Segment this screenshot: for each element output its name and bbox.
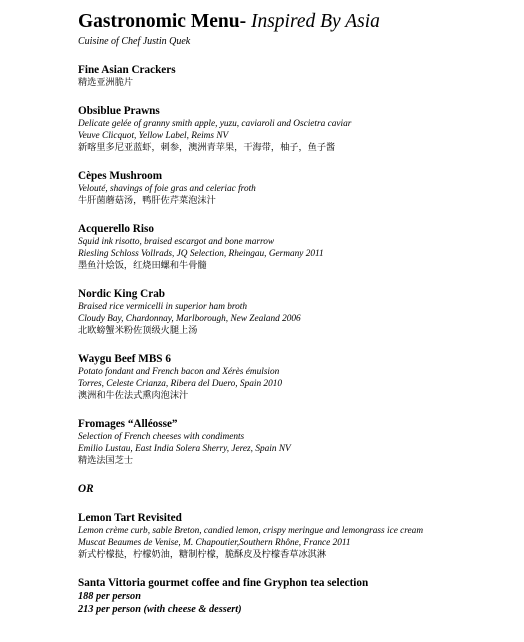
coffee-item: [78, 576, 518, 616]
chef-credit: Cuisine of Chef Justin Quek: [78, 36, 191, 47]
course-item: [78, 417, 518, 467]
course-name: Fine Asian Crackers: [78, 64, 176, 76]
coffee-name: Santa Vittoria gourmet coffee and fine Gryphon tea selection: [78, 577, 369, 589]
dessert-description: Lemon crème curb, sable Breton, candied lemon, crispy meringue and lemongrass ice cream: [78, 526, 424, 536]
wine-pairing: Cloudy Bay, Chardonnay, Marlborough, New Zealand 2006: [78, 314, 301, 324]
course-name: Nordic King Crab: [78, 288, 166, 300]
wine-pairing: Riesling Schloss Vollrads, JQ Selection, Rheingau, Germany 2011: [78, 249, 324, 259]
course-name: Waygu Beef MBS 6: [78, 353, 171, 365]
course-description: Selection of French cheeses with condiments: [78, 432, 245, 442]
wine-pairing: Veuve Clicquot, Yellow Label, Reims NV: [78, 131, 229, 141]
course-name: Cèpes Mushroom: [78, 170, 163, 182]
course-description: Braised rice vermicelli in superior ham broth: [78, 302, 248, 312]
wine-pairing: Emilio Lustau, East India Solera Sherry, Jerez, Spain NV: [78, 444, 291, 454]
course-description: Velouté, shavings of foie gras and celeriac froth: [78, 184, 256, 194]
course-chinese: 澳洲和牛佐法式熏肉泡沫汁: [78, 390, 189, 401]
course-chinese: 精选亚洲脆片: [78, 77, 134, 88]
course-item: [78, 287, 518, 337]
wine-pairing: Muscat Beaumes de Venise, M. Chapoutier,Southern Rhône, France 2011: [78, 538, 351, 548]
course-description: Potato fondant and French bacon and Xérès émulsion: [78, 367, 280, 377]
dessert-item: [78, 511, 518, 561]
course-item: [78, 169, 518, 207]
dessert-chinese: 新式柠檬挞，柠檬奶油，糖制柠檬，脆酥皮及柠檬香草冰淇淋: [78, 549, 327, 560]
course-name: Obsiblue Prawns: [78, 105, 160, 117]
course-item: [78, 63, 518, 89]
menu-title-sub: Inspired By Asia: [250, 11, 380, 32]
course-chinese: 北欧螃蟹米粉佐顶级火腿上汤: [78, 325, 198, 336]
course-name: Fromages “Alléosse”: [78, 418, 178, 430]
dessert-name: Lemon Tart Revisited: [78, 512, 182, 524]
or-separator: OR: [78, 483, 94, 495]
course-item: [78, 222, 518, 272]
course-name: Acquerello Riso: [78, 223, 154, 235]
course-item: [78, 104, 518, 154]
price-with-cheese-dessert: 213 per person (with cheese & dessert): [78, 604, 242, 615]
course-chinese: 墨鱼汁烩饭，红烧田螺和牛骨髓: [78, 260, 207, 271]
price-per-person: 188 per person: [78, 591, 141, 602]
course-chinese: 牛肝菌蘑菇汤，鸭肝佐芹菜泡沫汁: [78, 195, 216, 206]
menu-title-main: Gastronomic Menu-: [78, 11, 247, 32]
course-item: [78, 352, 518, 402]
wine-pairing: Torres, Celeste Crianza, Ribera del Duero, Spain 2010: [78, 379, 283, 389]
menu-title: [78, 10, 518, 34]
course-description: Squid ink risotto, braised escargot and bone marrow: [78, 237, 275, 247]
course-chinese: 精选法国芝士: [78, 455, 134, 466]
menu-page: [78, 10, 518, 616]
course-chinese: 新喀里多尼亚蓝虾，刺参，澳洲青苹果，干海带，柚子，鱼子酱: [78, 142, 336, 153]
course-description: Delicate gelée of granny smith apple, yuzu, caviaroli and Oscietra caviar: [78, 119, 352, 129]
